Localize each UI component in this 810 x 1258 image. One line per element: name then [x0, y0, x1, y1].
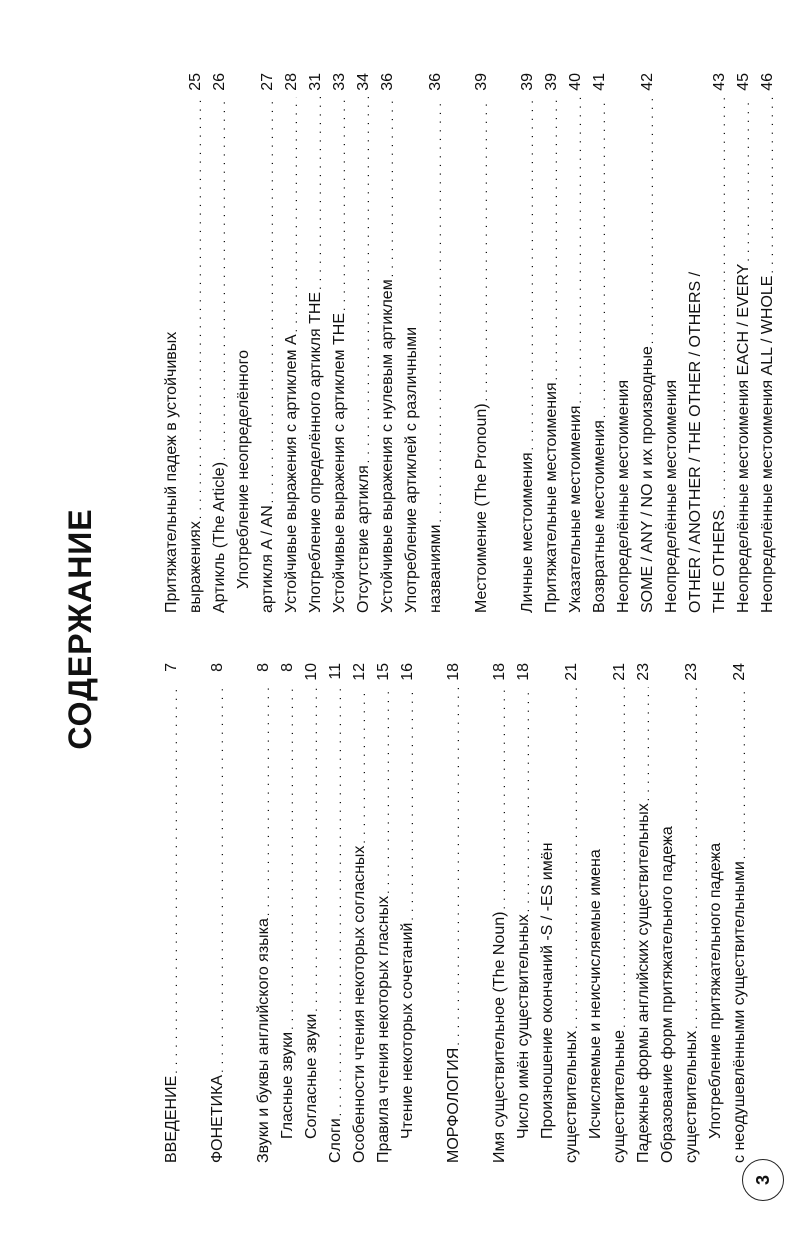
- toc-entry: [654, 663, 678, 1163]
- toc-entry-page: 8: [279, 663, 296, 672]
- toc-leader-dots: [564, 687, 582, 1029]
- toc-entry-page: 28: [283, 73, 300, 91]
- toc-entry: [346, 663, 370, 1163]
- toc-entry-page: 15: [375, 663, 392, 681]
- toc-entry-page: 40: [567, 73, 584, 91]
- toc-entry: [678, 663, 702, 1163]
- toc-entry-title: выражениях: [187, 521, 204, 613]
- toc-entry-page: 10: [303, 663, 320, 681]
- toc-entry: [702, 663, 726, 1163]
- toc-leader-dots: [308, 97, 326, 290]
- toc-leader-dots: [544, 97, 562, 380]
- toc-entry: [422, 73, 446, 613]
- toc-leader-dots: [568, 97, 586, 404]
- toc-entry: [350, 73, 374, 613]
- toc-leader-dots: [164, 687, 182, 1074]
- toc-entry-page: 7: [163, 663, 180, 672]
- toc-entry: [278, 73, 302, 613]
- toc-entry-page: 23: [635, 663, 652, 681]
- toc-entry: [158, 663, 182, 1163]
- toc-entry: [486, 663, 510, 1163]
- toc-entry-page: 46: [759, 73, 776, 91]
- toc-entry-page: 26: [211, 73, 228, 91]
- toc-leader-dots: [332, 97, 350, 311]
- toc-entry-title: Неопределённые местоимения: [663, 379, 680, 613]
- toc-entry-title: Исчисляемые и неисчисляемые имена: [587, 849, 604, 1139]
- toc-entry-page: 31: [307, 73, 324, 91]
- toc-leader-dots: [520, 97, 538, 450]
- toc-entry: [394, 663, 418, 1163]
- toc-entry-title: ФОНЕТИКА: [209, 1074, 226, 1163]
- toc-entry-title: Слоги: [327, 1118, 344, 1163]
- toc-entry: [204, 663, 228, 1163]
- toc-entry-page: 25: [187, 73, 204, 91]
- toc-entry-title: названиями: [427, 524, 444, 613]
- toc-leader-dots: [684, 687, 702, 1029]
- toc-entry-title: Произношение окончаний -S / -ES имён: [539, 842, 556, 1139]
- toc-leader-dots: [636, 687, 654, 801]
- toc-entry-title: Устойчивые выражения с артиклем THE: [331, 313, 348, 613]
- toc-entry-title: Устойчивые выражения с артиклем А: [283, 334, 300, 613]
- toc-entry-page: 36: [379, 73, 396, 91]
- toc-entry-title: Чтение некоторых сочетаний: [399, 922, 416, 1139]
- toc-entry-title: Неопределённые местоимения: [615, 379, 632, 613]
- toc-entry: [562, 73, 586, 613]
- toc-entry-title: Употребление неопределённого: [235, 349, 252, 589]
- toc-entry: [322, 663, 346, 1163]
- toc-entry-title: Возвратные местоимения: [591, 420, 608, 613]
- toc-entry: [706, 73, 730, 613]
- toc-entry: [610, 73, 634, 613]
- toc-entry-page: 27: [259, 73, 276, 91]
- toc-leader-dots: [328, 687, 346, 1116]
- toc-entry: [754, 73, 778, 613]
- toc-leader-dots: [446, 687, 464, 1046]
- toc-entry-page: 43: [711, 73, 728, 91]
- toc-entry-title: ВВЕДЕНИЕ: [163, 1075, 180, 1163]
- toc-entry-title: с неодушевлёнными существительными: [731, 861, 748, 1163]
- toc-leader-dots: [212, 97, 230, 460]
- toc-entry: [586, 73, 610, 613]
- toc-entry-page: 16: [399, 663, 416, 681]
- page-number: 3: [752, 1175, 773, 1186]
- toc-entry: [370, 663, 394, 1163]
- toc-entry: [398, 73, 422, 613]
- toc-leader-dots: [210, 687, 228, 1073]
- toc-entry-page: 45: [735, 73, 752, 91]
- toc-entry-title: Указательные местоимения: [567, 405, 584, 613]
- toc-leader-dots: [304, 687, 322, 1012]
- toc-entry-title: Местоимение (The Pronoun): [473, 403, 490, 613]
- toc-entry-page: 34: [355, 73, 372, 91]
- toc-left-column: [158, 663, 750, 1163]
- toc-leader-dots: [640, 97, 658, 344]
- toc-leader-dots: [428, 97, 446, 523]
- toc-entry: [534, 663, 558, 1163]
- toc-leader-dots: [352, 687, 370, 844]
- toc-entry-title: Падежные формы английских существительных: [635, 803, 652, 1163]
- toc-leader-dots: [612, 687, 630, 1028]
- toc-entry: [468, 73, 492, 613]
- toc-entry-page: 24: [731, 663, 748, 681]
- toc-entry: [630, 663, 654, 1163]
- toc-entry-page: 11: [327, 663, 344, 680]
- toc-entry-page: 36: [427, 73, 444, 91]
- toc-entry-title: Гласные звуки: [279, 1031, 296, 1139]
- toc-entry: [326, 73, 350, 613]
- toc-entry-page: 42: [639, 73, 656, 91]
- toc-leader-dots: [736, 97, 754, 262]
- toc-entry: [254, 73, 278, 613]
- toc-entry: [298, 663, 322, 1163]
- toc-entry-title: артикля A / AN: [259, 505, 276, 613]
- toc-entry-title: Число имён существительных: [515, 914, 532, 1139]
- toc-entry-page: 41: [591, 73, 608, 91]
- toc-leader-dots: [256, 687, 274, 916]
- page-number-badge: [742, 1159, 784, 1201]
- toc-entry: [634, 73, 658, 613]
- toc-entry: [606, 663, 630, 1163]
- toc-entry: [514, 73, 538, 613]
- toc-leader-dots: [712, 97, 730, 508]
- toc-entry-title: существительных: [683, 1030, 700, 1163]
- toc-leader-dots: [380, 97, 398, 277]
- toc-leader-dots: [376, 687, 394, 894]
- toc-leader-dots: [284, 97, 302, 332]
- toc-entry-title: Артикль (The Article): [211, 461, 228, 613]
- toc-entry: [230, 73, 254, 613]
- toc-entry-title: существительные: [611, 1029, 628, 1163]
- toc-entry-title: существительных: [563, 1030, 580, 1163]
- toc-leader-dots: [516, 687, 534, 912]
- toc-entry: [730, 73, 754, 613]
- toc-entry-title: Имя существительное (The Noun): [491, 911, 508, 1163]
- toc-entry-title: Неопределённые местоимения ALL / WHOLE: [759, 275, 776, 613]
- toc-entry-title: SOME / ANY / NO и их производные: [639, 346, 656, 613]
- toc-entry: [158, 73, 182, 613]
- toc-entry-title: Звуки и буквы английского языка: [255, 918, 272, 1163]
- toc-entry-page: 39: [473, 73, 490, 91]
- toc-entry-title: Употребление артиклей с различными: [403, 326, 420, 613]
- toc-entry-page: 18: [491, 663, 508, 681]
- toc-entry-title: Особенности чтения некоторых согласных: [351, 845, 368, 1163]
- toc-leader-dots: [400, 687, 418, 921]
- toc-entry-page: 21: [563, 663, 580, 681]
- toc-entry: [374, 73, 398, 613]
- toc-leader-dots: [356, 97, 374, 463]
- toc-entry: [250, 663, 274, 1163]
- toc-entry-page: 8: [209, 663, 226, 672]
- toc-entry-title: OTHER / ANOTHER / THE OTHER / OTHERS /: [687, 271, 704, 613]
- toc-entry-page: 39: [543, 73, 560, 91]
- toc-entry: [558, 663, 582, 1163]
- toc-entry-title: Притяжательные местоимения: [543, 382, 560, 613]
- toc-leader-dots: [592, 97, 610, 418]
- toc-entry-page: 39: [519, 73, 536, 91]
- toc-entry-page: 18: [515, 663, 532, 681]
- toc-leader-dots: [732, 687, 750, 859]
- toc-entry-title: Неопределённые местоимения EACH / EVERY: [735, 263, 752, 613]
- toc-entry: [440, 663, 464, 1163]
- toc-entry: [206, 73, 230, 613]
- toc-entry: [682, 73, 706, 613]
- toc-entry: [510, 663, 534, 1163]
- toc-entry-title: Употребление определённого артикля THE: [307, 291, 324, 613]
- toc-entry-title: Личные местоимения: [519, 452, 536, 613]
- toc-entry-title: THE OTHERS: [711, 509, 728, 613]
- toc-entry: [182, 73, 206, 613]
- toc-entry-page: 12: [351, 663, 368, 681]
- toc-entry-page: 33: [331, 73, 348, 91]
- toc-entry-title: Устойчивые выражения с нулевым артиклем: [379, 279, 396, 613]
- toc-entry-page: 21: [611, 663, 628, 681]
- toc-entry-title: МОРФОЛОГИЯ: [445, 1047, 462, 1163]
- toc-entry: [538, 73, 562, 613]
- page-title: СОДЕРЖАНИЕ: [62, 508, 98, 750]
- toc-entry-title: Правила чтения некоторых гласных: [375, 895, 392, 1163]
- toc-entry: [726, 663, 750, 1163]
- toc-leader-dots: [188, 97, 206, 519]
- toc-leader-dots: [474, 97, 492, 401]
- toc-entry-page: 23: [683, 663, 700, 681]
- toc-entry-title: Согласные звуки: [303, 1013, 320, 1139]
- toc-entry-page: 18: [445, 663, 462, 681]
- toc-entry: [302, 73, 326, 613]
- toc-right-column: [158, 73, 778, 613]
- toc-leader-dots: [280, 687, 298, 1030]
- toc-entry-title: Образование форм притяжательного падежа: [659, 826, 676, 1163]
- toc-leader-dots: [260, 97, 278, 503]
- toc-entry: [582, 663, 606, 1163]
- toc-leader-dots: [760, 97, 778, 274]
- toc-entry: [658, 73, 682, 613]
- toc-entry: [274, 663, 298, 1163]
- toc-entry-title: Притяжательный падеж в устойчивых: [163, 331, 180, 613]
- toc-leader-dots: [492, 687, 510, 910]
- toc-entry-title: Отсутствие артикля: [355, 465, 372, 613]
- toc-entry-page: 8: [255, 663, 272, 672]
- toc-entry-title: Употребление притяжательного падежа: [707, 842, 724, 1139]
